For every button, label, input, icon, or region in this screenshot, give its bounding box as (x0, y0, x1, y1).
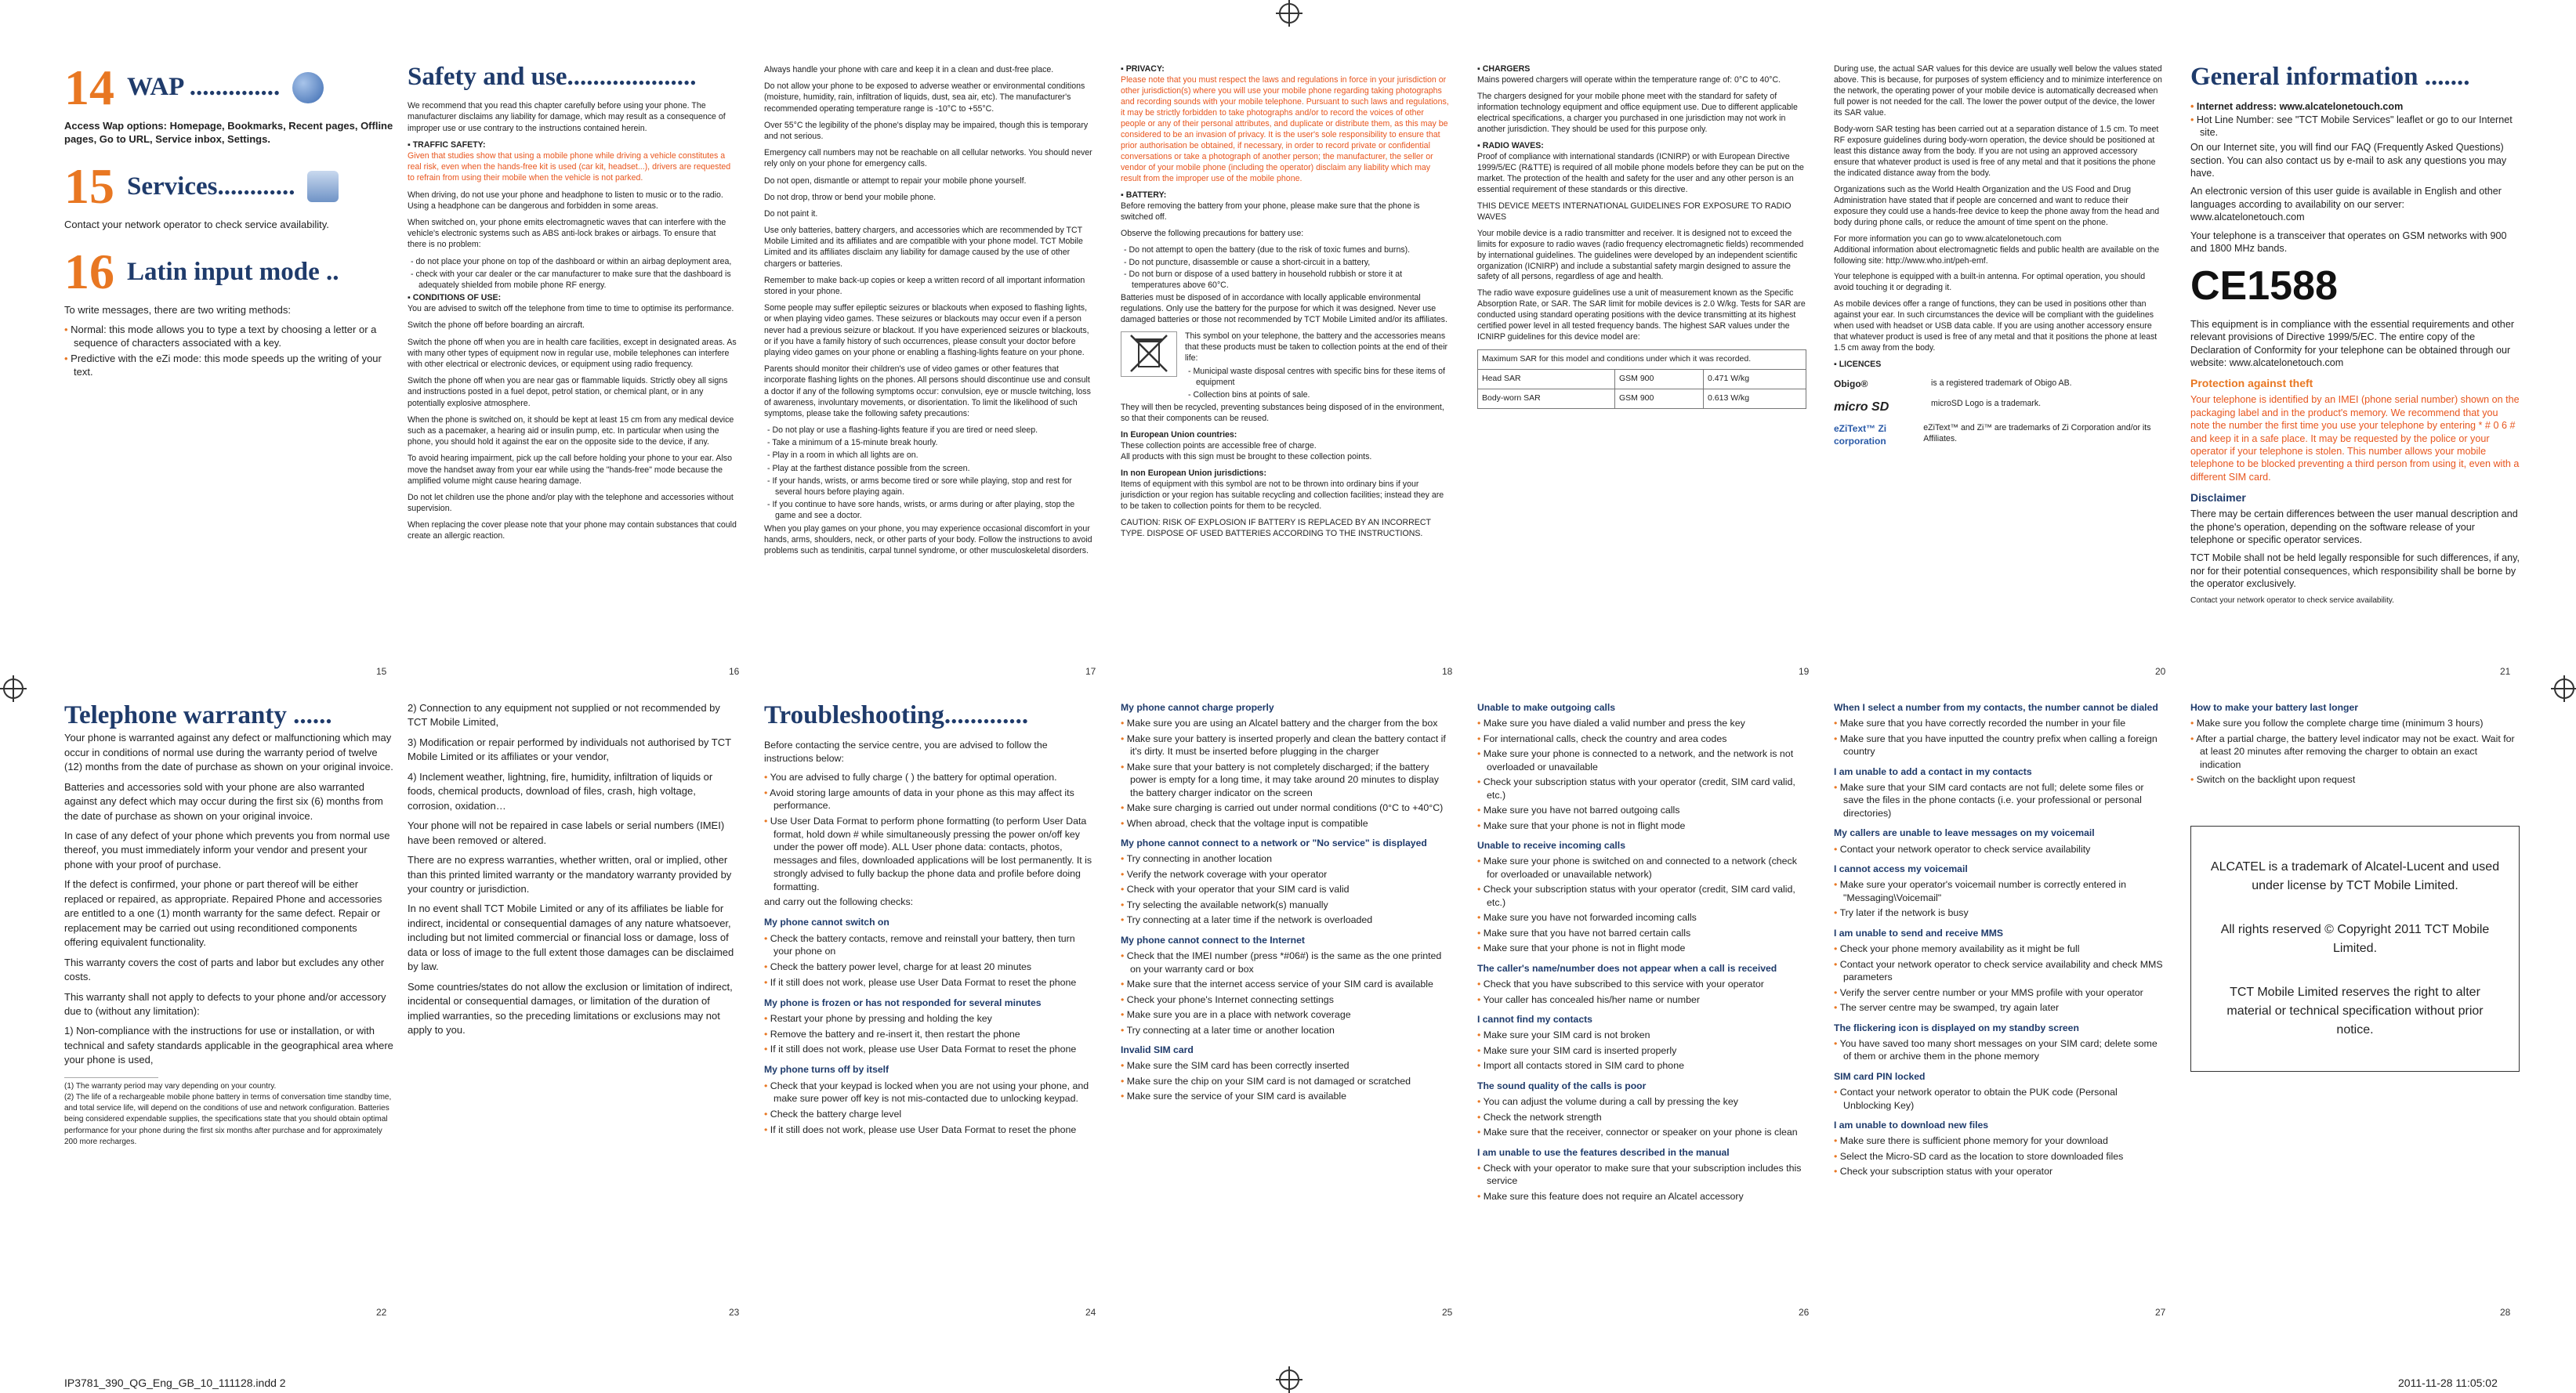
list-item: - If your hands, wrists, or arms become tired or sore while playing, stop and rest for several hours before playing again. (764, 476, 1093, 498)
list-item: - Collection bins at points of sale. (1185, 390, 1450, 401)
list-item: • Make sure the SIM card has been correctly inserted (1121, 1059, 1450, 1073)
list-item: • You have saved too many short messages on your SIM card; delete some of them or archive them in the phone memory (1834, 1037, 2163, 1063)
page-number: 26 (1799, 1307, 1810, 1318)
list-item: • Make sure that your battery is not completely discharged; if the battery power is empty for a long time, it may take around 20 minutes to display the battery charger indicator on the screen (1121, 761, 1450, 800)
faq-question: SIM card PIN locked (1834, 1070, 1926, 1082)
list-item: 3) Modification or repair performed by individuals not authorised by TCT Mobile Limited or its affiliates or your vendor, (408, 736, 731, 763)
globe-icon (292, 72, 324, 103)
section-title: Latin input mode .. (127, 257, 339, 286)
paragraph: To avoid hearing impairment, pick up the call before holding your phone to your ear. Also move the handset away from your ear while using the "hands-free" mode because the amplified volume might cause hearing damage. (408, 454, 732, 486)
subheading-text: CONDITIONS OF USE: (412, 293, 502, 303)
list-item: - Municipal waste disposal centres with specific bins for these items of equipment (1185, 367, 1450, 389)
ce-mark: CE1588 (2190, 263, 2338, 309)
list-item: • Make sure the service of your SIM card is available (1121, 1090, 1450, 1103)
paragraph: They will then be recycled, preventing substances being disposed of in the environment, so that their components can be reused. (1121, 403, 1444, 424)
paragraph: During use, the actual SAR values for this device are usually well below the values stated above. This is because, for purposes of system efficiency and to minimize interference on the network, the operating power of your mobile device is automatically decreased when full power is not needed for the call. The lower the power output of the device, the lower its SAR value. (1834, 64, 2162, 118)
faq-question: I am unable to add a contact in my contacts (1834, 765, 2032, 777)
list-item: • Select the Micro-SD card as the location to store downloaded files (1834, 1150, 2163, 1163)
list-item: • Predictive with the eZi mode: this mode speeds up the writing of your text. (64, 352, 393, 378)
list-item: • Make sure that your phone is not in flight mode (1477, 942, 1806, 955)
trademark-notice: ALCATEL is a trademark of Alcatel-Lucent and used under license by TCT Mobile Limited. (2210, 859, 2500, 892)
list-item: • You are advised to fully charge ( ) the battery for optimal operation. (764, 771, 1093, 784)
paragraph: An electronic version of this user guide is available in English and other languages according to availability on our server: www.alcatelonetouch.com (2190, 186, 2502, 223)
paragraph: Parents should monitor their children's use of video games or other features that incorporate flashing lights on the phones. All persons should discontinue use and consult a doctor if any of the following symptoms occur: convulsion, eye or muscle twitching, loss of awareness, involuntary movements, or disorientation. To limit the likelihood of such symptoms, please take the following safety precautions: (764, 364, 1091, 418)
paragraph: The chargers designed for your mobile phone meet with the standard for safety of information technology equipment and office equipment use. Due to different applicable electrical specifications, a charger you purchased in one jurisdiction may not work in another jurisdiction. They should be used for this purpose only. (1477, 91, 1798, 134)
paragraph: If the defect is confirmed, your phone or part thereof will be either replaced or repaired, as appropriate. Repaired Phone and accessories are entitled to a one (1) month warranty for the same defect. Repair or replacement may be carried out using reconditioned components offering equivalent functionality. (64, 878, 382, 949)
paragraph: As mobile devices offer a range of functions, they can be used in positions other than against your ear. In such circumstances the device will be compliant with the guidelines when used with headset or USB data cable. If you are using another accessory ensure that whatever product is used is free of any metal and that it positions the phone at least 1.5 cm away from the body. (1834, 299, 2158, 353)
section-number: 16 (64, 244, 114, 300)
page-number: 15 (376, 666, 387, 677)
paragraph: This warranty shall not apply to defects to your phone and/or accessory due to (without any limitation): (64, 990, 386, 1017)
list-item: • Try later if the network is busy (1834, 906, 2163, 920)
licence-text: eZiText™ and Zi™ are trademarks of Zi Corporation and/or its Affiliates. (1923, 423, 2151, 444)
latin-intro: To write messages, there are two writing methods: (64, 304, 292, 317)
list-item: • Make sure that you have correctly recorded the number in your file (1834, 717, 2163, 730)
faq-question: My phone cannot connect to the Internet (1121, 934, 1305, 946)
paragraph: Organizations such as the World Health Organization and the US Food and Drug Administration have stated that if people are concerned and want to reduce their exposure they could use a hands-free device to keep the phone away from the head and body during phone calls, or reduce the amount of time spent on the phone. (1834, 184, 2160, 227)
list-item: - Take a minimum of a 15-minute break hourly. (764, 437, 1093, 448)
paragraph: When the phone is switched on, it should be kept at least 15 cm from any medical device such as a pacemaker, a hearing aid or insulin pump, etc. In particular when using the phone, you should hold it against the ear on the opposite side to the device, if any. (408, 414, 734, 447)
paragraph: This symbol on your telephone, the battery and the accessories means that these products must be taken to collection points at the end of their life: (1185, 331, 1448, 364)
list-item: • Check the battery charge level (764, 1108, 1093, 1121)
table-row (1478, 370, 1806, 389)
list-item: - do not place your phone on top of the dashboard or within an airbag deployment area, (408, 256, 737, 267)
list-item: • Verify the server centre number or your MMS profile with your operator (1834, 986, 2163, 1000)
licence-row (1834, 399, 2163, 415)
licence-row (1834, 378, 2163, 391)
faq-question: I am unable to use the features described in the manual (1477, 1146, 1730, 1158)
list-item: • Make sure that the internet access service of your SIM card is available (1121, 978, 1450, 991)
list-item: • Contact your network operator to obtain the PUK code (Personal Unblocking Key) (1834, 1086, 2163, 1112)
registration-mark-left (3, 678, 24, 699)
subheading: In European Union countries: (1121, 430, 1237, 440)
table-row (1478, 389, 1806, 409)
list-item: • Make sure that your phone is not in flight mode (1477, 820, 1806, 833)
paragraph: When driving, do not use your phone and headphone to listen to music or to the radio. Using a headphone can be dangerous and forbidden in some areas. (408, 190, 723, 211)
paragraph: We recommend that you read this chapter carefully before using your phone. The manufacturer disclaims any liability for damage, which may result as a consequence of improper use or use contrary to the instructions contained herein. (408, 101, 726, 133)
list-item: • If it still does not work, please use User Data Format to reset the phone (764, 1043, 1093, 1056)
paragraph: The radio wave exposure guidelines use a unit of measurement known as the Specific Absorption Rate, or SAR. The SAR limit for mobile devices is 2.0 W/kg. Tests for SAR are conducted using standard operating positions with the device transmitting at its highest certified power level in all tested frequency bands. The highest SAR values under the ICNIRP guidelines for this device model are: (1477, 288, 1806, 342)
page-number: 22 (376, 1307, 387, 1318)
paragraph: Your phone will not be repaired in case labels or serial numbers (IMEI) have been removed or altered. (408, 820, 725, 846)
list-item: 2) Connection to any equipment not supplied or not recommended by TCT Mobile Limited, (408, 702, 720, 729)
list-item: • Make sure that the receiver, connector or speaker on your phone is clean (1477, 1126, 1806, 1139)
paragraph: Switch the phone off when you are in health care facilities, except in designated areas. As with many other types of equipment now in regular use, mobile telephones can interfere with other electrical or electronic devices, or equipment using radio frequency. (408, 337, 737, 370)
list-item: - Do not attempt to open the battery (due to the risk of toxic fumes and burns). (1121, 245, 1450, 256)
paragraph: This equipment is in compliance with the essential requirements and other relevant provisions of Directive 1999/5/EC. The entire copy of the Declaration of Conformity for your telephone can be obtained through our website: www.alcatelonetouch.com (2190, 318, 2515, 368)
list-item: • Check your subscription status with your operator (credit, SIM card valid, etc.) (1477, 883, 1806, 909)
paragraph: Switch the phone off when you are near gas or flammable liquids. Strictly obey all signs and instructions posted in a fuel depot, petrol station, or chemical plant, or in any potentially explosive atmosphere. (408, 376, 728, 408)
page-28 (2190, 701, 2520, 1320)
list-item: • Make sure you are using an Alcatel battery and the charger from the box (1121, 717, 1450, 730)
list-item: • Remove the battery and re-insert it, then restart the phone (764, 1028, 1093, 1041)
page-number: 23 (729, 1307, 740, 1318)
list-item: • Make sure that you have not barred certain calls (1477, 927, 1806, 940)
list-item: • Check that you have subscribed to this service with your operator (1477, 978, 1806, 991)
list-item: • If it still does not work, please use User Data Format to reset the phone (764, 1123, 1093, 1137)
rights-notice: TCT Mobile Limited reserves the right to alter material or technical specification without prior notice. (2226, 985, 2484, 1037)
list-item: - Do not play or use a flashing-lights feature if you are tired or need sleep. (764, 425, 1093, 436)
page-title: Telephone warranty ...... (64, 701, 332, 729)
list-item: • Try selecting the available network(s) manually (1121, 899, 1450, 912)
list-item: • Make sure your SIM card is inserted properly (1477, 1044, 1806, 1058)
list-item: • Make sure your battery is inserted properly and clean the battery contact if it's dirty. It must be inserted before plugging in the charger (1121, 733, 1450, 758)
paragraph: Batteries must be disposed of in accordance with locally applicable environmental regulations. Only use the battery for the purpose for which it was designed. Never use damaged batteries or those not recommended by TCT Mobile Limited and/or its affiliates. (1121, 293, 1447, 325)
list-item: • Check that your keypad is locked when you are not using your phone, and make sure power off key is not mis-contacted due to unlocking keypad. (764, 1080, 1093, 1105)
subheading-text: CHARGERS (1482, 64, 1531, 74)
subheading: ▪ CHARGERS (1477, 64, 1531, 74)
list-item: • When abroad, check that the voltage input is compatible (1121, 817, 1450, 830)
page-17 (764, 64, 1093, 671)
subheading: Disclaimer (2190, 490, 2246, 504)
subheading-text: LICENCES (1839, 360, 1882, 370)
page-number: 18 (1442, 666, 1453, 677)
list-item: • Normal: this mode allows you to type a text by choosing a letter or a sequence of characters associated with a key. (64, 323, 393, 349)
licence-text: is a registered trademark of Obigo AB. (1931, 378, 2072, 389)
section-number: 14 (64, 63, 114, 115)
faq-question: Unable to make outgoing calls (1477, 702, 1616, 713)
paragraph: Always handle your phone with care and keep it in a clean and dust-free place. (764, 65, 1054, 74)
paragraph: Use only batteries, battery chargers, and accessories which are recommended by TCT Mobile Limited and its affiliates and are compatible with your phone model. TCT Mobile Limited and its affiliates disclaim any liability for damage caused by the use of other chargers or batteries. (764, 226, 1083, 269)
registration-mark-right (2554, 678, 2574, 699)
table-row (1478, 350, 1806, 370)
list-item: • Make sure you have not forwarded incoming calls (1477, 911, 1806, 924)
subheading-text: TRAFFIC SAFETY: (412, 139, 486, 150)
paragraph: All products with this sign must be brought to these collection points. (1121, 452, 1372, 461)
faq-question: My phone is frozen or has not responded for several minutes (764, 997, 1042, 1008)
list-item: - check with your car dealer or the car manufacturer to make sure that the dashboard is adequately shielded from mobile phone RF energy. (408, 269, 737, 291)
section-number: 15 (64, 158, 114, 215)
paragraph: Remember to make back-up copies or keep a written record of all important information stored in your phone. (764, 275, 1085, 296)
list-item: • Make sure that you have inputted the country prefix when calling a foreign country (1834, 733, 2163, 758)
microsd-logo: micro SD (1834, 400, 1889, 414)
table-cell: GSM 900 (1615, 370, 1704, 389)
faq-question: My phone cannot charge properly (1121, 702, 1274, 713)
page-16 (408, 63, 737, 670)
faq-question: How to make your battery last longer (2190, 702, 2359, 713)
faq-question: My phone cannot connect to a network or "No service" is displayed (1121, 838, 1427, 849)
page-15 (64, 63, 393, 670)
page-number: 25 (1442, 1307, 1453, 1318)
list-item: - Do not burn or dispose of a used battery in household rubbish or store it at temperatures above 60°C. (1121, 270, 1450, 291)
page-number: 21 (2500, 666, 2511, 677)
table-header: Maximum SAR for this model and conditions under which it was recorded. (1478, 350, 1806, 370)
sar-table (1477, 349, 1806, 409)
legal-box (2190, 826, 2520, 1072)
faq-question: Unable to receive incoming calls (1477, 840, 1625, 852)
paragraph: There may be certain differences between the user manual description and the phone's operation, depending on the software release of your telephone or specific operator services. (2190, 508, 2518, 545)
table-cell: Body-worn SAR (1478, 389, 1615, 409)
copyright-notice: All rights reserved © Copyright 2011 TCT Mobile Limited. (2220, 922, 2490, 955)
paragraph: Some countries/states do not allow the exclusion or limitation of indirect, incidental or consequential damages, or limitation of the duration of implied warranties, so the preceding limitations or exclusions may not apply to you. (408, 980, 733, 1037)
paragraph: When you play games on your phone, you may experience occasional discomfort in your hands, arms, shoulders, neck, or other parts of your body. Follow the instructions to avoid problems such as tendinitis, carpal tunnel syndrome, or other musculoskeletal disorders. (764, 523, 1092, 555)
list-item: • Check your subscription status with your operator (1834, 1165, 2163, 1178)
page-20 (1834, 64, 2163, 671)
paragraph: In case of any defect of your phone which prevents you from normal use thereof, you must immediately inform your vendor and present your phone with your proof of purchase. (64, 830, 390, 870)
list-item: • Make sure there is sufficient phone memory for your download (1834, 1134, 2163, 1148)
subheading-text: PRIVACY: (1125, 64, 1165, 74)
services-text: Contact your network operator to check service availability. (64, 219, 329, 231)
list-item: - Do not puncture, disassemble or cause a short-circuit in a battery, (1121, 258, 1450, 269)
list-item: • Try connecting in another location (1121, 852, 1450, 866)
subheading: ▪ PRIVACY: (1121, 64, 1165, 74)
page-title: Troubleshooting............. (764, 701, 1029, 729)
page-26 (1477, 701, 1806, 1320)
list-item: • Make sure you follow the complete charge time (minimum 3 hours) (2190, 717, 2520, 730)
paragraph: Your telephone is equipped with a built-in antenna. For optimal operation, you should avoid touching it or degrading it. (1834, 272, 2146, 293)
list-item: • Check the network strength (1477, 1111, 1806, 1124)
subheading-text: BATTERY: (1125, 190, 1167, 200)
list-item: • Try connecting at a later time or another location (1121, 1024, 1450, 1037)
list-item: • Check your phone's Internet connecting settings (1121, 993, 1450, 1007)
paragraph: Your telephone is a transceiver that operates on GSM networks with 900 and 1800 MHz bands. (2190, 230, 2507, 254)
paragraph: Mains powered chargers will operate within the temperature range of: 0°C to 40°C. (1477, 74, 1781, 85)
list-item: • Make sure that your SIM card contacts are not full; delete some files or save the files in the phone contacts (i.e. your professional or personal directories) (1834, 781, 2163, 820)
paragraph: Switch the phone off before boarding an aircraft. (408, 320, 585, 331)
ezitext-logo: eZiText™ Zi corporation (1834, 423, 1887, 447)
paragraph: Items of equipment with this symbol are not to be thrown into ordinary bins if your jurisdiction or your region has suitable recycling and collection facilities; instead they are to be taken to collection points for them to be recycled. (1121, 479, 1444, 511)
list-item: • You can adjust the volume during a call by pressing the key (1477, 1095, 1806, 1109)
section-15-heading (64, 158, 393, 215)
page-number: 19 (1799, 666, 1810, 677)
page-number: 17 (1085, 666, 1096, 677)
paragraph: Observe the following precautions for battery use: (1121, 228, 1304, 238)
list-item: • Check your phone memory availability as it might be full (1834, 943, 2163, 956)
list-item: • Make sure your SIM card is not broken (1477, 1029, 1806, 1042)
page-21 (2190, 63, 2520, 670)
list-item: • Use User Data Format to perform phone formatting (to perform User Data format, hold down # while simultaneously pressing the power on/off key under the power off mode). ALL User phone data: contacts, photos, messages and files, downloaded applications will be lost permanently. It is strongly advised to fully backup the phone data and profile before doing formatting. (764, 815, 1093, 893)
page-22 (64, 701, 393, 1320)
faq-question: I cannot find my contacts (1477, 1014, 1592, 1026)
page-18 (1121, 64, 1450, 671)
faq-question: The sound quality of the calls is poor (1477, 1080, 1647, 1091)
paragraph: Over 55°C the legibility of the phone's display may be impaired, though this is temporary and not serious. (764, 120, 1089, 141)
list-item: • Make sure your operator's voicemail number is correctly entered in "Messaging\Voicemail" (1834, 878, 2163, 904)
paragraph: Given that studies show that using a mobile phone while driving a vehicle constitutes a real risk, even when the hands-free kit is used (car kit, headset...), drivers are requested to refrain from using their mobile when the vehicle is not parked. (408, 151, 731, 183)
page-19 (1477, 64, 1806, 671)
table-cell: 0.613 W/kg (1704, 389, 1806, 409)
subheading: ▪ RADIO WAVES: (1477, 140, 1544, 150)
page-27 (1834, 701, 2166, 1320)
paragraph: Do not paint it. (764, 208, 818, 219)
subheading-text: RADIO WAVES: (1482, 140, 1544, 150)
services-icon (307, 171, 339, 202)
footnote-divider (64, 1077, 158, 1078)
paragraph: Your telephone is identified by an IMEI (phone serial number) shown on the packaging label and in the product's memory. We recommend that you note the number the first time you use your telephone by entering * # 0 6 # and keep it in a safe place. It may be requested by the police or your operator if your telephone is stolen. This number allows your mobile telephone to be blocked preventing a third person from using it, even with a different SIM card. (2190, 394, 2520, 483)
table-cell: Head SAR (1478, 370, 1615, 389)
paragraph: When switched on, your phone emits electromagnetic waves that can interfere with the vehicle's electronic systems such as ABS anti-lock brakes or airbags. To ensure that there is no problem: (408, 217, 726, 250)
list-item: • Make sure the chip on your SIM card is not damaged or scratched (1121, 1075, 1450, 1088)
section-14-heading (64, 63, 393, 113)
table-cell: 0.471 W/kg (1704, 370, 1806, 389)
paragraph: Body-worn SAR testing has been carried out at a separation distance of 1.5 cm. To meet RF exposure guidelines during body-worn operation, the device should be positioned at least this distance away from the body. If you are not using an approved accessory ensure that whatever product is used is free of any metal and that it positions the phone the indicated distance away from the body. (1834, 124, 2159, 178)
list-item: • Your caller has concealed his/her name or number (1477, 993, 1806, 1007)
list-item: • Import all contacts stored in SIM card to phone (1477, 1059, 1806, 1073)
paragraph: Please note that you must respect the laws and regulations in force in your jurisdiction or other jurisdiction(s) where you will use your mobile phone regarding taking photographs and recording sounds with your mobile telephone. Pursuant to such laws and regulations, it may be strictly forbidden to take photographs and/or to record the voices of other people or any of their personal attributes, and duplicate or distribute them, as this may be considered to be an invasion of privacy. It is the user's sole responsibility to ensure that prior authorisation be obtained, if necessary, in order to record private or confidential conversations or take a photograph of another person; the manufacturer, the seller or vendor of your mobile phone (including the operator) disclaim any liability which may result from the improper use of the mobile phone. (1121, 74, 1449, 183)
paragraph: Do not open, dismantle or attempt to repair your mobile phone yourself. (764, 175, 1027, 186)
list-item: • Check the battery power level, charge for at least 20 minutes (764, 961, 1093, 974)
list-item: • If it still does not work, please use User Data Format to reset the phone (764, 976, 1093, 990)
faq-question: The flickering icon is displayed on my standby screen (1834, 1022, 2079, 1033)
list-item: • Make sure this feature does not require an Alcatel accessory (1477, 1190, 1806, 1203)
list-item: • Make sure you are in a place with network coverage (1121, 1008, 1450, 1022)
page-number: 27 (2155, 1307, 2166, 1318)
list-item: - If you continue to have sore hands, wrists, or arms during or after playing, stop the game and see a doctor. (764, 499, 1093, 521)
paragraph: Before removing the battery from your phone, please make sure that the phone is switched off. (1121, 201, 1420, 222)
footnote: (1) The warranty period may vary depending on your country. (64, 1081, 277, 1091)
faq-question: Invalid SIM card (1121, 1044, 1194, 1056)
list-item: 1) Non-compliance with the instructions for use or installation, or with technical and safety standards applicable in the geographical area where your phone is used, (64, 1025, 393, 1066)
faq-question: I cannot access my voicemail (1834, 863, 1968, 875)
list-item: • Internet address: www.alcatelonetouch.com (2190, 100, 2520, 113)
list-item: • Check with your operator to make sure that your subscription includes this service (1477, 1162, 1806, 1188)
section-title: WAP .............. (127, 73, 281, 102)
paragraph: THIS DEVICE MEETS INTERNATIONAL GUIDELINES FOR EXPOSURE TO RADIO WAVES (1477, 201, 1792, 222)
faq-question: I am unable to download new files (1834, 1120, 1989, 1131)
crossed-bin-icon (1121, 331, 1177, 377)
faq-question: My callers are unable to leave messages on my voicemail (1834, 827, 2095, 839)
page-title: Safety and use.................... (408, 63, 697, 91)
paragraph: Batteries and accessories sold with your phone are also warranted against any defect which may occur during the first six (6) months from the date of purchase as shown on your original invoice. (64, 780, 383, 822)
page-title: General information ....... (2190, 63, 2470, 91)
subheading: ▪ TRAFFIC SAFETY: (408, 139, 486, 150)
paragraph: Proof of compliance with international standards (ICNIRP) or with European Directive 1999/5/EC (R&TTE) is required of all mobile phone models before they can be put on the market. The protection of the health and safety for the user and any other person is an essential requirement of these standards or this directive. (1477, 151, 1804, 194)
paragraph: Do not allow your phone to be exposed to adverse weather or environmental conditions (moisture, humidity, rain, infiltration of liquids, dust, sea air, etc). The manufacturer's recommended operating temperature range is -10°C to +55°C. (764, 81, 1085, 114)
paragraph: CAUTION: RISK OF EXPLOSION IF BATTERY IS REPLACED BY AN INCORRECT TYPE. DISPOSE OF USED BATTERIES ACCORDING TO THE INSTRUCTIONS. (1121, 517, 1431, 538)
date-slug: 2011-11-28 11:05:02 (2398, 1377, 2498, 1389)
paragraph: Your phone is warranted against any defect or malfunctioning which may occur in conditions of normal use during the warranty period of twelve (12) months from the date of purchase as shown on your original invoice. (64, 732, 393, 773)
file-slug: IP3781_390_QG_Eng_GB_10_111128.indd 2 (64, 1377, 286, 1389)
page-24 (764, 701, 1093, 1320)
subheading: ▪ BATTERY: (1121, 190, 1167, 200)
list-item: • Try connecting at a later time if the network is overloaded (1121, 914, 1450, 927)
list-item: • Contact your network operator to check service availability (1834, 843, 2163, 856)
faq-question: I am unable to send and receive MMS (1834, 927, 2004, 939)
paragraph: For more information you can go to www.alcatelonetouch.com (1834, 233, 2062, 244)
paragraph: There are no express warranties, whether written, oral or implied, other than this printed limited warranty or the mandatory warranty provided by your country or jurisdiction. (408, 854, 732, 895)
list-item: • Restart your phone by pressing and holding the key (764, 1012, 1093, 1026)
list-item: • Make sure your phone is switched on and connected to a network (check for overloaded or unavailable network) (1477, 855, 1806, 881)
list-item: • Hot Line Number: see "TCT Mobile Services" leaflet or go to our Internet site. (2190, 114, 2520, 139)
list-item: • Check the battery contacts, remove and reinstall your battery, then turn your phone on (764, 932, 1093, 958)
list-item: • Make sure you have not barred outgoing calls (1477, 804, 1806, 817)
section-16-heading (64, 244, 393, 300)
table-cell: GSM 900 (1615, 389, 1704, 409)
page-number: 16 (729, 666, 740, 677)
licence-text: microSD Logo is a trademark. (1931, 399, 2042, 409)
footnote: (2) The life of a rechargeable mobile phone battery in terms of conversation time standby time, and total service life, will depend on the conditions of use and network configuration. Batteries being considered expendable supplies, the specifications state that you should obtain optimal performance for your phone during the first six months after purchase and for approximately 200 more recharges. (64, 1093, 392, 1146)
faq-question: When I select a number from my contacts, the number cannot be dialed (1834, 702, 2158, 713)
list-item: • Switch on the backlight upon request (2190, 773, 2520, 787)
paragraph: In no event shall TCT Mobile Limited or any of its affiliates be liable for indirect, incidental or consequential damages of any nature whatsoever, including but not limited commercial or financial loss or damage, loss of data or loss of image to the full extent those damages can be disclaimed by law. (408, 903, 734, 973)
paragraph: You are advised to switch off the telephone from time to time to optimise its performance. (408, 304, 734, 314)
weee-block (1121, 331, 1450, 403)
list-item: • Make sure your phone is connected to a network, and the network is not overloaded or unavailable (1477, 747, 1806, 773)
paragraph: This warranty covers the cost of parts and labor but excludes any other costs. (64, 956, 385, 983)
obigo-logo: Obigo® (1834, 378, 1868, 390)
list-item: • Avoid storing large amounts of data in your phone as this may affect its performance. (764, 787, 1093, 812)
list-item: • The server centre may be swamped, try again later (1834, 1001, 2163, 1015)
page-23 (408, 701, 740, 1320)
paragraph: Before contacting the service centre, you are advised to follow the instructions below: (764, 740, 1048, 765)
footnote: Contact your network operator to check service availability. (2190, 596, 2394, 606)
list-item: 4) Inclement weather, lightning, fire, humidity, infiltration of liquids or foods, chemical products, download of files, crash, high voltage, corrosion, oxidation… (408, 770, 713, 812)
paragraph: Do not let children use the phone and/or play with the telephone and accessories without supervision. (408, 492, 734, 514)
paragraph: When replacing the cover please note that your phone may contain substances that could create an allergic reaction. (408, 520, 737, 541)
paragraph: Do not drop, throw or bend your mobile phone. (764, 192, 937, 202)
faq-question: My phone turns off by itself (764, 1064, 889, 1076)
page-25 (1121, 701, 1453, 1320)
page-number: 20 (2155, 666, 2166, 677)
paragraph: Additional information about electromagnetic fields and public health are available on the following site: http://www.who.int/peh-emf. (1834, 244, 2160, 266)
section-title: Services............ (127, 172, 295, 201)
list-item: • For international calls, check the country and area codes (1477, 733, 1806, 746)
list-item: - Play at the farthest distance possible from the screen. (764, 463, 1093, 474)
list-item: • Make sure you have dialed a valid number and press the key (1477, 717, 1806, 730)
list-item: • After a partial charge, the battery level indicator may not be exact. Wait for at least 20 minutes after removing the charger to obtain an exact indication (2190, 733, 2520, 772)
paragraph: Some people may suffer epileptic seizures or blackouts when exposed to flashing lights, or when playing video games. These seizures or blackouts may occur even if a person never had a previous seizure or blackout. If you have experienced seizures or blackouts, or if you have a family history of such occurrences, please consult your doctor before playing video games on your phone or enabling a flashing-lights feature on your phone. (764, 303, 1089, 357)
list-item: • Contact your network operator to check service availability and check MMS parameters (1834, 958, 2163, 984)
paragraph: and carry out the following checks: (764, 896, 914, 908)
list-item: • Check your subscription status with your operator (credit, SIM card valid, etc.) (1477, 776, 1806, 801)
paragraph: These collection points are accessible free of charge. (1121, 441, 1317, 451)
paragraph: On our Internet site, you will find our FAQ (Frequently Asked Questions) section. You can also contact us by e-mail to ask any questions you may have. (2190, 142, 2507, 179)
paragraph: Your mobile device is a radio transmitter and receiver. It is designed not to exceed the limits for exposure to radio waves (radio frequency electromagnetic fields) recommended by international guidelines. The guidelines were developed by an independent scientific organization (ICNIRP) and include a substantial safety margin designed to assure the safety of all persons, regardless of age and health. (1477, 228, 1804, 282)
licence-row (1834, 423, 2163, 448)
list-item: • Check with your operator that your SIM card is valid (1121, 883, 1450, 896)
wap-text: Access Wap options: Homepage, Bookmarks, Recent pages, Offline pages, Go to URL, Service inbox, Settings. (64, 120, 393, 146)
subheading: ▪ CONDITIONS OF USE: (408, 293, 502, 303)
subheading: Protection against theft (2190, 377, 2313, 390)
list-item: • Verify the network coverage with your operator (1121, 868, 1450, 881)
subheading: ▪ LICENCES (1834, 360, 1882, 370)
registration-mark-top (1279, 3, 1299, 24)
list-item: • Make sure charging is carried out under normal conditions (0°C to +40°C) (1121, 801, 1450, 815)
faq-question: My phone cannot switch on (764, 917, 889, 928)
faq-question: The caller's name/number does not appear when a call is received (1477, 962, 1777, 974)
page-number: 28 (2500, 1307, 2511, 1318)
list-item: - Play in a room in which all lights are on. (764, 450, 1093, 461)
list-item: • Check that the IMEI number (press *#06#) is the same as the one printed on your warranty card or box (1121, 950, 1450, 975)
paragraph: Emergency call numbers may not be reachable on all cellular networks. You should never rely only on your phone for emergency calls. (764, 148, 1092, 169)
subheading: In non European Union jurisdictions: (1121, 468, 1266, 478)
registration-mark-bottom (1279, 1369, 1299, 1390)
paragraph: TCT Mobile shall not be held legally responsible for such differences, if any, nor for their potential consequences, which responsibility shall be borne by the operator exclusively. (2190, 552, 2520, 589)
page-number: 24 (1085, 1307, 1096, 1318)
